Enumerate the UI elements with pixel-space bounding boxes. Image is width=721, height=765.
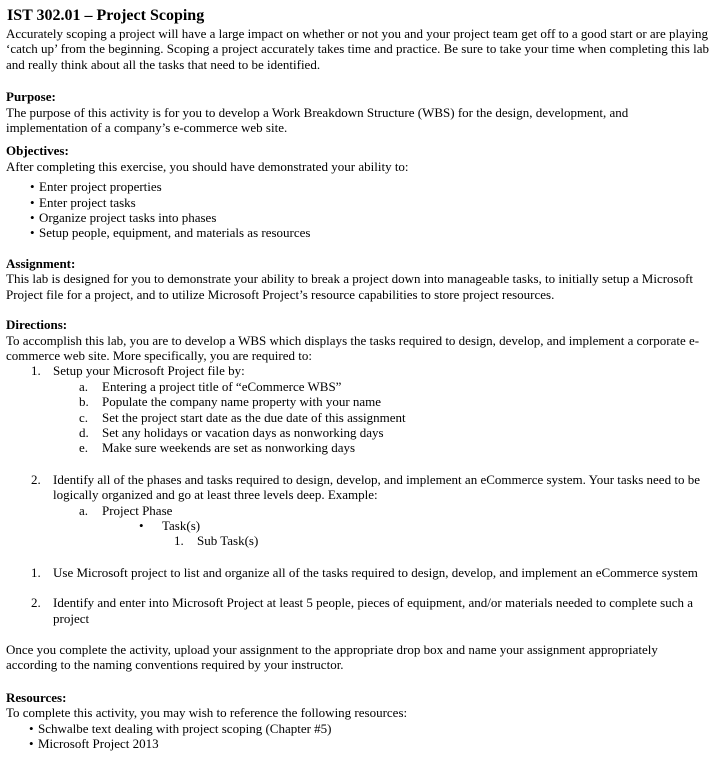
- list-item: • Enter project tasks: [30, 195, 711, 210]
- document-page: [6, 6, 711, 751]
- document-title: IST 302.01 – Project Scoping: [7, 7, 205, 24]
- sub-step: c. Set the project start date as the due date of this assignment: [79, 409, 406, 425]
- example-phase: a. Project Phase: [79, 502, 173, 518]
- step-number: 2.: [31, 595, 41, 611]
- sub-step: b. Populate the company name property with your name: [79, 394, 382, 410]
- list-item: • Microsoft Project 2013: [29, 736, 711, 751]
- example-task: • Task(s): [139, 517, 201, 533]
- assignment-heading: Assignment:: [6, 255, 76, 271]
- directions-heading: Directions:: [6, 317, 68, 333]
- example-subtask: 1. Sub Task(s): [174, 533, 259, 549]
- assignment-text: This lab is designed for you to demonstrate your ability to break a project down into manageable tasks, to initially setup a Microsoft Project file for a project, and to utilize Microsoft Project’s resource capabilities to store project resources.: [6, 271, 694, 302]
- direction-step-4: [6, 595, 711, 626]
- direction-step-2: [6, 472, 711, 503]
- resources-list: [6, 721, 711, 752]
- purpose-text: The purpose of this activity is for you to develop a Work Breakdown Structure (WBS) for the design, development, and implementation of a company’s e-commerce web site.: [6, 104, 629, 136]
- step-number: 1.: [31, 363, 41, 379]
- intro-paragraph: Accurately scoping a project will have a large impact on whether or not you and your project team get off to a good start or are playing ‘catch up’ from the beginning. Scoping a project accurately takes time and practice. Be sure to take your time when completing this lab and really think about all the tasks that need to be identified.: [6, 26, 709, 72]
- resources-heading: Resources:: [6, 689, 67, 705]
- objectives-heading: Objectives:: [6, 143, 69, 159]
- step-number: 1.: [31, 564, 41, 580]
- closing-paragraph: Once you complete the activity, upload your assignment to the appropriate drop box and name your assignment appropriately according to the naming conventions required by your instructor.: [6, 642, 658, 673]
- sub-step: a. Entering a project title of “eCommerce WBS”: [79, 378, 342, 394]
- list-item: • Setup people, equipment, and materials as resources: [30, 225, 711, 240]
- list-item: • Organize project tasks into phases: [30, 210, 711, 225]
- step-text: Identify all of the phases and tasks required to design, develop, and implement an eCommerce system. Your tasks need to be logically organized and go at least three levels deep. Example:: [53, 471, 700, 503]
- direction-step-3: [6, 565, 711, 580]
- step-text: Setup your Microsoft Project file by:: [53, 363, 245, 379]
- purpose-heading: Purpose:: [6, 89, 56, 105]
- objectives-text: After completing this exercise, you should have demonstrated your ability to:: [6, 158, 409, 174]
- sub-step: e. Make sure weekends are set as nonworking days: [79, 440, 356, 456]
- list-item: • Enter project properties: [30, 179, 711, 194]
- objectives-list: [6, 179, 711, 241]
- direction-step-1: [6, 363, 711, 378]
- step-text: Use Microsoft project to list and organize all of the tasks required to design, develop, and implement an eCommerce system: [53, 564, 698, 580]
- step-text: Identify and enter into Microsoft Project at least 5 people, pieces of equipment, and/or materials needed to complete such a project: [53, 595, 694, 626]
- list-item: • Schwalbe text dealing with project scoping (Chapter #5): [29, 721, 711, 736]
- sub-step: d. Set any holidays or vacation days as nonworking days: [79, 424, 384, 440]
- step-number: 2.: [31, 471, 41, 487]
- resources-text: To complete this activity, you may wish to reference the following resources:: [6, 705, 408, 721]
- directions-text: To accomplish this lab, you are to develop a WBS which displays the tasks required to design, develop, and implement a corporate e-commerce web site. More specifically, you are required to:: [6, 332, 700, 363]
